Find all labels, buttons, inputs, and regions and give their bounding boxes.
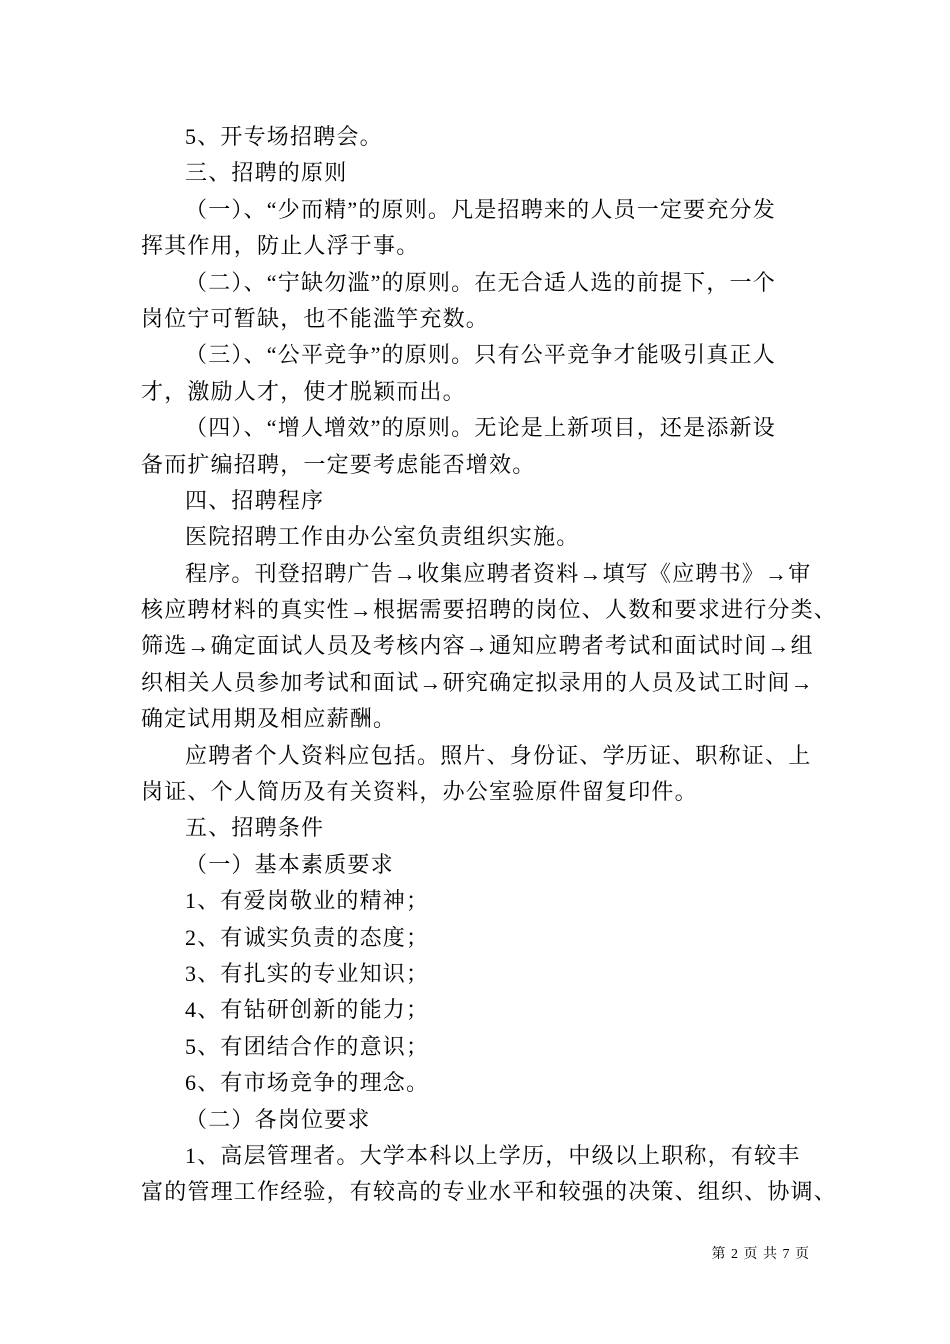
text-line: 程序。刊登招聘广告→收集应聘者资料→填写《应聘书》→审 xyxy=(185,560,812,586)
text-line: 挥其作用，防止人浮于事。 xyxy=(141,233,420,259)
text-line: （四）、“增人增效”的原则。无论是上新项目，还是添新设 xyxy=(185,415,776,441)
text-line: 应聘者个人资料应包括。照片、身份证、学历证、职称证、上 xyxy=(185,742,812,768)
text-line: 2、有诚实负责的态度； xyxy=(185,924,430,950)
text-line: 筛选→确定面试人员及考核内容→通知应聘者考试和面试时间→组 xyxy=(141,633,814,659)
page-footer xyxy=(712,1245,811,1265)
text-line: 富的管理工作经验，有较高的专业水平和较强的决策、组织、协调、 xyxy=(141,1179,838,1205)
text-line: 才，激励人才，使才脱颖而出。 xyxy=(141,378,466,404)
text-line: 5、开专场招聘会。 xyxy=(185,124,383,149)
text-line: 4、有钻研创新的能力； xyxy=(185,997,430,1023)
text-line: 1、高层管理者。大学本科以上学历，中级以上职称，有较丰 xyxy=(185,1142,801,1168)
text-line: 三、招聘的原则 xyxy=(185,160,348,186)
text-line: 织相关人员参加考试和面试→研究确定拟录用的人员及试工时间→ xyxy=(141,669,814,695)
text-line: 确定试用期及相应薪酬。 xyxy=(141,706,397,732)
text-line: 核应聘材料的真实性→根据需要招聘的岗位、人数和要求进行分类、 xyxy=(141,597,838,623)
text-line: （一）、“少而精”的原则。凡是招聘来的人员一定要充分发 xyxy=(185,196,776,222)
page-number-label: 第 2 页 共 7 页 xyxy=(711,1247,810,1262)
text-line: 四、招聘程序 xyxy=(185,487,325,513)
text-line: 6、有市场竞争的理念。 xyxy=(185,1070,430,1096)
text-line: 3、有扎实的专业知识； xyxy=(185,960,430,986)
text-line: （一）基本素质要求 xyxy=(185,851,394,877)
document-body xyxy=(141,119,841,1211)
text-line: 备而扩编招聘，一定要考虑能否增效。 xyxy=(141,451,536,477)
text-line: 医院招聘工作由办公室负责组织实施。 xyxy=(185,524,580,550)
text-line: 岗位宁可暂缺，也不能滥竽充数。 xyxy=(141,305,490,331)
text-line: （二）各岗位要求 xyxy=(185,1106,371,1132)
text-line: （二）、“宁缺勿滥”的原则。在无合适人选的前提下，一个 xyxy=(185,269,776,295)
text-line: 1、有爱岗敬业的精神； xyxy=(185,888,430,914)
text-line: 五、招聘条件 xyxy=(185,815,325,841)
text-line: 岗证、个人简历及有关资料，办公室验原件留复印件。 xyxy=(141,779,698,805)
text-line: 5、有团结合作的意识； xyxy=(185,1033,430,1059)
text-line: （三）、“公平竞争”的原则。只有公平竞争才能吸引真正人 xyxy=(185,342,776,368)
